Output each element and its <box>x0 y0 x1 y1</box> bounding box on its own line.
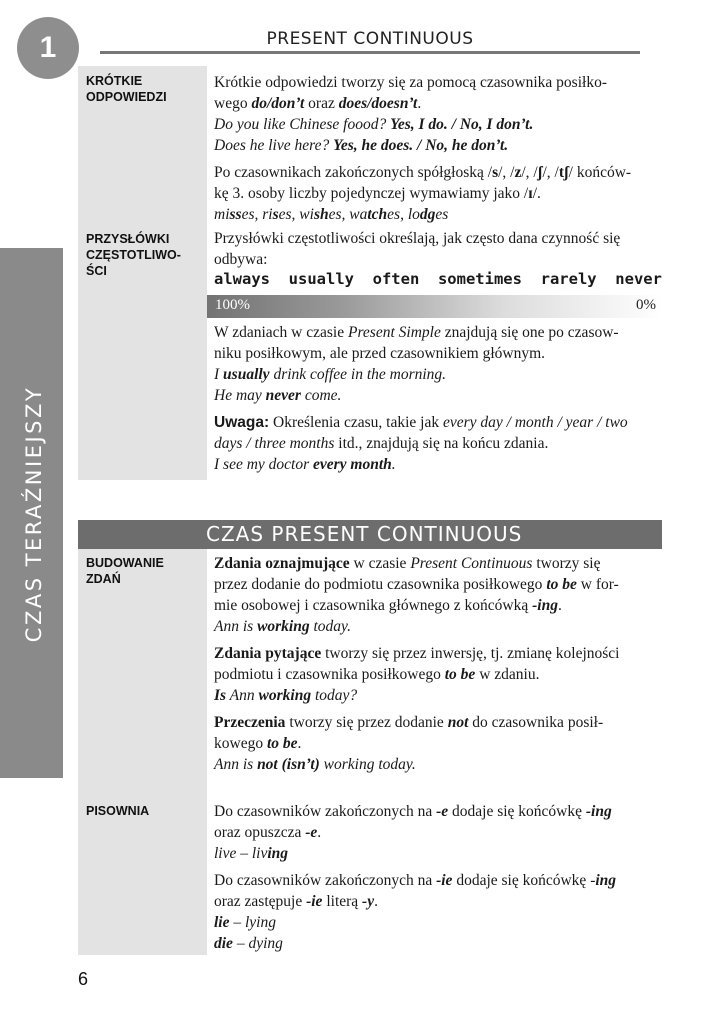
przyslowki-intro <box>214 228 662 270</box>
frequency-gradient-bar <box>207 295 662 318</box>
example: live – living <box>214 845 289 862</box>
frequency-max-label: 100% <box>215 297 250 313</box>
label-pisownia: PISOWNIA <box>86 804 150 818</box>
example: die – dying <box>214 935 283 952</box>
label-budowanie-zdan: BUDOWANIE ZDAŃ <box>86 556 164 586</box>
krotkie-odpowiedzi-content <box>214 72 662 225</box>
example: misses, rises, wishes, watches, lodges <box>214 206 449 223</box>
note-paragraph: Uwaga: Określenia czasu, takie jak every day / month / year / two days / three months itd., znajdują się na końcu zdania. <box>214 414 628 452</box>
adverb: rarely <box>540 270 597 288</box>
example: I see my doctor every month. <box>214 456 396 473</box>
frequency-min-label: 0% <box>636 297 656 313</box>
adverb: always <box>214 270 270 288</box>
adverb: often <box>372 270 420 288</box>
label-krotkie-odpowiedzi: KRÓTKIE ODPOWIEDZI <box>86 74 167 104</box>
example: Does he live here? Yes, he does. / No, he don’t. <box>214 137 509 154</box>
example: Is Ann working today? <box>214 687 358 704</box>
example: He may never come. <box>214 387 342 404</box>
paragraph: Po czasownikach zakończonych spółgłoską /s/, /z/, /ʃ/, /tʃ/ końców- kę 3. osoby liczby pojedynczej wymawiamy jako /ɪ/. <box>214 164 632 202</box>
adverb: usually <box>288 270 354 288</box>
paragraph: Do czasowników zakończonych na -ie dodaje się końcówkę -ing oraz zastępuje -ie literą -y. <box>214 872 617 910</box>
przyslowki-content <box>214 322 662 475</box>
chapter-number-badge: 1 <box>17 17 79 79</box>
example: lie – lying <box>214 914 276 931</box>
budowanie-zdan-content <box>214 553 662 775</box>
example: Ann is working today. <box>214 618 351 635</box>
paragraph: Przysłówki częstotliwości określają, jak często dana czynność się odbywa: <box>214 230 621 268</box>
example: Do you like Chinese foood? Yes, I do. / No, I don’t. <box>214 116 534 133</box>
page-header-title: PRESENT CONTINUOUS <box>266 29 474 49</box>
pisownia-content <box>214 801 662 954</box>
paragraph: Przeczenia tworzy się przez dodanie not do czasownika posił- kowego to be. <box>214 714 604 752</box>
example: I usually drink coffee in the morning. <box>214 366 447 383</box>
adverb: never <box>615 270 662 288</box>
label-column-bottom <box>78 549 207 955</box>
section-title-bar: CZAS PRESENT CONTINUOUS <box>78 520 662 549</box>
paragraph: Do czasowników zakończonych na -e dodaje się końcówkę -ing oraz opuszcza -e. <box>214 803 612 841</box>
header-rule <box>100 51 640 54</box>
side-tab-label: CZAS TERAŹNIEJSZY <box>22 385 46 643</box>
paragraph: Zdania pytające tworzy się przez inwersję, tj. zmianę kolejności podmiotu i czasownika posiłkowego to be w zdaniu. <box>214 645 620 683</box>
adverb: sometimes <box>437 270 522 288</box>
paragraph: Krótkie odpowiedzi tworzy się za pomocą czasownika posiłko- wego do/don’t oraz does/doesn’t. <box>214 74 607 112</box>
paragraph: Zdania oznajmujące w czasie Present Continuous tworzy się przez dodanie do podmiotu czasownika posiłkowego to be w for- mie osobowej i czasownika głównego z końcówką -ing. <box>214 555 619 614</box>
page-number: 6 <box>78 969 89 989</box>
paragraph: W zdaniach w czasie Present Simple znajdują się one po czasow- niku posiłkowym, ale przed czasownikiem głównym. <box>214 324 619 362</box>
example: Ann is not (isn’t) working today. <box>214 756 416 773</box>
frequency-adverbs <box>214 270 662 288</box>
label-przyslowki: PRZYSŁÓWKI CZĘSTOTLIWO- ŚCI <box>86 232 181 278</box>
